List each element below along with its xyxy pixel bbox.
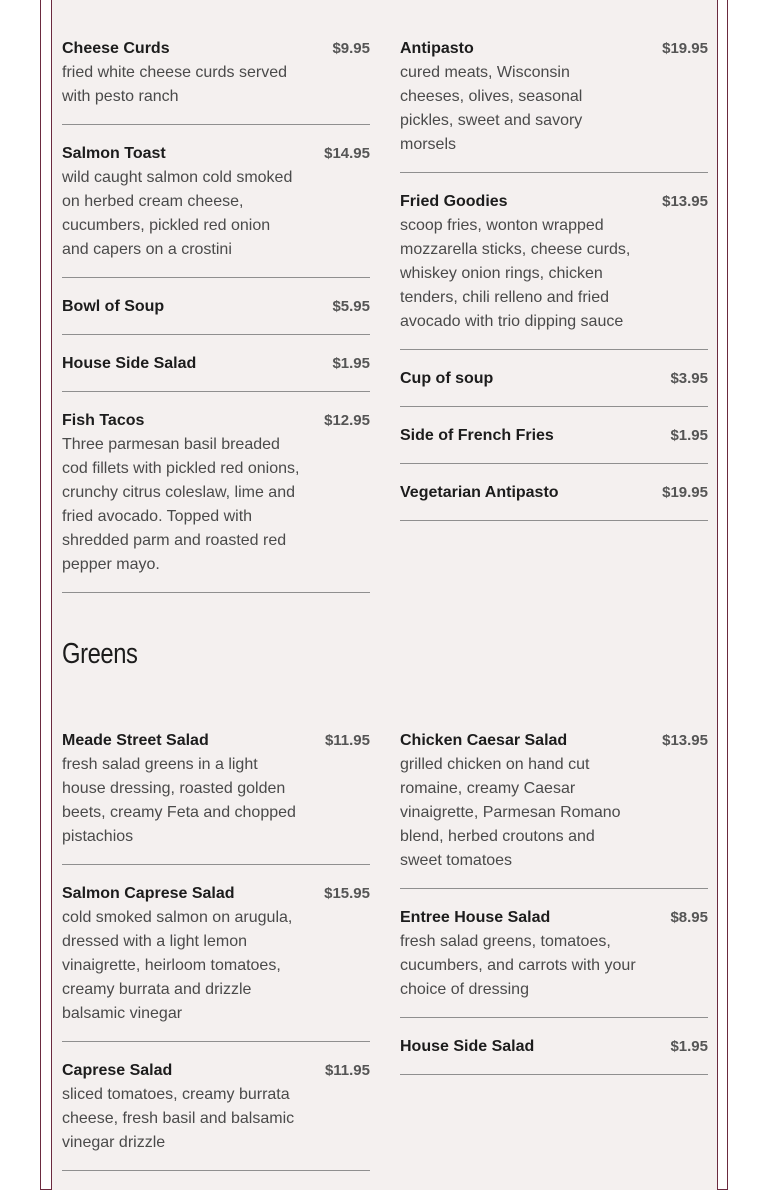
item-price: $19.95 xyxy=(662,40,708,57)
item-name: Fish Tacos xyxy=(62,412,145,429)
item-price: $11.95 xyxy=(324,1062,370,1079)
item-name: Antipasto xyxy=(400,40,474,57)
item-description: sliced tomatoes, creamy burrata cheese, fresh basil and balsamic vinegar drizzle xyxy=(62,1086,295,1151)
item-price: $1.95 xyxy=(670,427,708,444)
item-name: Salmon Toast xyxy=(62,145,166,162)
item-price: $1.95 xyxy=(670,1038,708,1055)
item-name: Vegetarian Antipasto xyxy=(400,484,559,501)
section-title-greens: Greens xyxy=(62,638,138,670)
item-name: Bowl of Soup xyxy=(62,298,165,315)
item-name: Chicken Caesar Salad xyxy=(400,732,568,749)
item-description: cured meats, Wisconsin cheeses, olives, seasonal pickles, sweet and savory morsels xyxy=(400,64,583,153)
item-price: $5.95 xyxy=(332,298,370,315)
item-name: Fried Goodies xyxy=(400,193,508,210)
item-price: $12.95 xyxy=(324,412,370,429)
item-name: Meade Street Salad xyxy=(62,732,209,749)
menu-item xyxy=(400,407,708,464)
menu-item xyxy=(400,1018,708,1075)
appetizers-right-column xyxy=(400,20,708,521)
item-price: $11.95 xyxy=(324,732,370,749)
appetizers-left-column xyxy=(62,20,370,593)
menu-item xyxy=(62,20,370,125)
item-price: $8.95 xyxy=(670,909,708,926)
item-description: fresh salad greens in a light house dressing, roasted golden beets, creamy Feta and chopped pistachios xyxy=(62,756,296,845)
item-name: Side of French Fries xyxy=(400,427,554,444)
item-price: $13.95 xyxy=(662,732,708,749)
menu-item xyxy=(400,350,708,407)
item-description: Three parmesan basil breaded cod fillets with pickled red onions, crunchy citrus coleslaw, lime and fried avocado. Topped with shredded parm and roasted red pepper mayo. xyxy=(62,436,300,573)
item-name: Salmon Caprese Salad xyxy=(62,885,235,902)
item-price: $14.95 xyxy=(324,145,370,162)
item-price: $13.95 xyxy=(662,193,708,210)
item-name: Cheese Curds xyxy=(62,40,170,57)
item-price: $19.95 xyxy=(662,484,708,501)
item-description: wild caught salmon cold smoked on herbed cream cheese, cucumbers, pickled red onion and capers on a crostini xyxy=(62,169,293,258)
menu-item xyxy=(400,173,708,350)
item-price: $9.95 xyxy=(332,40,370,57)
item-description: scoop fries, wonton wrapped mozzarella sticks, cheese curds, whiskey onion rings, chicken tenders, chili relleno and fried avocado with trio dipping sauce xyxy=(400,217,631,330)
menu-item xyxy=(400,889,708,1018)
menu-item xyxy=(62,392,370,593)
item-description: cold smoked salmon on arugula, dressed with a light lemon vinaigrette, heirloom tomatoes, creamy burrata and drizzle balsamic vinegar xyxy=(62,909,293,1022)
item-description: fried white cheese curds served with pesto ranch xyxy=(62,64,287,105)
menu-item xyxy=(400,712,708,889)
menu-item xyxy=(62,125,370,278)
menu-item xyxy=(62,865,370,1042)
item-price: $15.95 xyxy=(324,885,370,902)
greens-right-column xyxy=(400,712,708,1075)
item-description: grilled chicken on hand cut romaine, creamy Caesar vinaigrette, Parmesan Romano blend, herbed croutons and sweet tomatoes xyxy=(400,756,621,869)
item-description: fresh salad greens, tomatoes, cucumbers, and carrots with your choice of dressing xyxy=(400,933,636,998)
item-name: House Side Salad xyxy=(62,355,197,372)
item-name: House Side Salad xyxy=(400,1038,535,1055)
menu-item xyxy=(400,20,708,173)
menu-item xyxy=(62,1042,370,1171)
item-price: $3.95 xyxy=(670,370,708,387)
item-name: Entree House Salad xyxy=(400,909,551,926)
item-price: $1.95 xyxy=(332,355,370,372)
menu-item xyxy=(62,712,370,865)
menu-item xyxy=(62,335,370,392)
greens-left-column xyxy=(62,712,370,1171)
menu-item xyxy=(62,278,370,335)
item-name: Cup of soup xyxy=(400,370,494,387)
menu-item xyxy=(400,464,708,521)
item-name: Caprese Salad xyxy=(62,1062,173,1079)
